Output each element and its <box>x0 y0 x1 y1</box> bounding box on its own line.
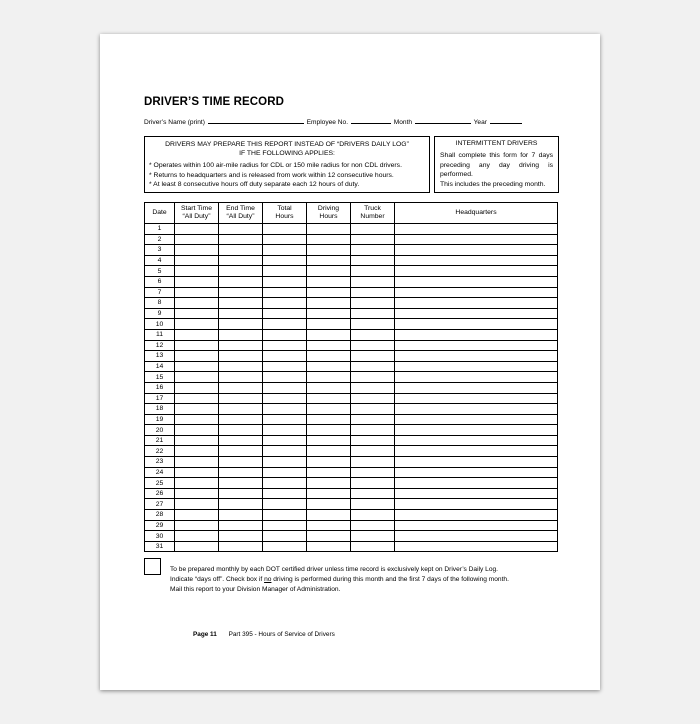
driving-hours-cell[interactable] <box>307 520 351 531</box>
end-time-cell[interactable] <box>219 457 263 468</box>
requirement-item: * Operates within 100 air-mile radius for CDL or 150 mile radius for non CDL drivers. <box>149 162 402 169</box>
total-hours-cell[interactable] <box>263 478 307 489</box>
table-row <box>145 255 558 266</box>
headquarters-cell[interactable] <box>395 329 558 340</box>
truck-number-cell[interactable] <box>351 467 395 478</box>
total-hours-cell[interactable] <box>263 224 307 235</box>
date-cell: 30 <box>145 531 175 542</box>
employee-no-field[interactable] <box>351 117 391 124</box>
start-time-cell[interactable] <box>175 245 219 256</box>
truck-number-cell[interactable] <box>351 520 395 531</box>
end-time-cell[interactable] <box>219 329 263 340</box>
start-time-cell[interactable] <box>175 276 219 287</box>
date-cell: 11 <box>145 329 175 340</box>
date-cell: 9 <box>145 308 175 319</box>
driving-hours-cell[interactable] <box>307 340 351 351</box>
total-hours-cell[interactable] <box>263 308 307 319</box>
driving-hours-cell[interactable] <box>307 234 351 245</box>
headquarters-cell[interactable] <box>395 234 558 245</box>
table-row <box>145 340 558 351</box>
date-cell: 5 <box>145 266 175 277</box>
table-row <box>145 425 558 436</box>
total-hours-cell[interactable] <box>263 404 307 415</box>
driving-hours-cell[interactable] <box>307 499 351 510</box>
truck-number-cell[interactable] <box>351 351 395 362</box>
total-hours-cell[interactable] <box>263 510 307 521</box>
start-time-cell[interactable] <box>175 499 219 510</box>
total-hours-cell[interactable] <box>263 255 307 266</box>
date-cell: 20 <box>145 425 175 436</box>
date-cell: 8 <box>145 298 175 309</box>
total-hours-cell[interactable] <box>263 287 307 298</box>
start-time-cell[interactable] <box>175 224 219 235</box>
requirements-heading <box>149 140 425 158</box>
end-time-cell[interactable] <box>219 287 263 298</box>
truck-number-cell[interactable] <box>351 510 395 521</box>
driving-hours-cell[interactable] <box>307 224 351 235</box>
date-cell: 15 <box>145 372 175 383</box>
total-hours-cell[interactable] <box>263 446 307 457</box>
driving-hours-cell[interactable] <box>307 457 351 468</box>
total-hours-cell[interactable] <box>263 234 307 245</box>
truck-number-cell[interactable] <box>351 414 395 425</box>
truck-number-cell[interactable] <box>351 425 395 436</box>
date-cell: 3 <box>145 245 175 256</box>
driving-hours-cell[interactable] <box>307 298 351 309</box>
table-row <box>145 393 558 404</box>
headquarters-cell[interactable] <box>395 266 558 277</box>
total-hours-cell[interactable] <box>263 319 307 330</box>
driving-hours-cell[interactable] <box>307 382 351 393</box>
truck-number-cell[interactable] <box>351 457 395 468</box>
page-number: Page 11 <box>193 631 217 638</box>
truck-number-cell[interactable] <box>351 372 395 383</box>
truck-number-cell[interactable] <box>351 435 395 446</box>
total-hours-cell[interactable] <box>263 382 307 393</box>
driving-hours-cell[interactable] <box>307 266 351 277</box>
headquarters-cell[interactable] <box>395 541 558 552</box>
headquarters-cell[interactable] <box>395 499 558 510</box>
truck-number-cell[interactable] <box>351 224 395 235</box>
start-time-cell[interactable] <box>175 467 219 478</box>
total-hours-cell[interactable] <box>263 457 307 468</box>
headquarters-cell[interactable] <box>395 287 558 298</box>
col-header-date: Date <box>145 203 175 224</box>
table-row <box>145 541 558 552</box>
start-time-cell[interactable] <box>175 255 219 266</box>
table-row <box>145 446 558 457</box>
drivers-name-label: Driver’s Name (print) <box>144 119 205 126</box>
truck-number-cell[interactable] <box>351 329 395 340</box>
date-cell: 1 <box>145 224 175 235</box>
truck-number-cell[interactable] <box>351 245 395 256</box>
start-time-cell[interactable] <box>175 425 219 436</box>
table-row <box>145 414 558 425</box>
start-time-cell[interactable] <box>175 351 219 362</box>
month-label: Month <box>393 119 413 126</box>
time-record-table <box>144 202 558 552</box>
requirements-box <box>144 136 430 193</box>
table-row <box>145 234 558 245</box>
table-row <box>145 266 558 277</box>
date-cell: 31 <box>145 541 175 552</box>
end-time-cell[interactable] <box>219 478 263 489</box>
headquarters-cell[interactable] <box>395 425 558 436</box>
truck-number-cell[interactable] <box>351 361 395 372</box>
no-driving-checkbox[interactable] <box>144 558 161 575</box>
table-row <box>145 478 558 489</box>
total-hours-cell[interactable] <box>263 520 307 531</box>
date-cell: 27 <box>145 499 175 510</box>
table-row <box>145 361 558 372</box>
table-row <box>145 404 558 415</box>
start-time-cell[interactable] <box>175 446 219 457</box>
total-hours-cell[interactable] <box>263 361 307 372</box>
date-cell: 19 <box>145 414 175 425</box>
truck-number-cell[interactable] <box>351 298 395 309</box>
date-cell: 21 <box>145 435 175 446</box>
table-row <box>145 510 558 521</box>
end-time-cell[interactable] <box>219 372 263 383</box>
start-time-cell[interactable] <box>175 234 219 245</box>
headquarters-cell[interactable] <box>395 245 558 256</box>
start-time-cell[interactable] <box>175 393 219 404</box>
end-time-cell[interactable] <box>219 276 263 287</box>
truck-number-cell[interactable] <box>351 393 395 404</box>
headquarters-cell[interactable] <box>395 404 558 415</box>
date-cell: 10 <box>145 319 175 330</box>
headquarters-cell[interactable] <box>395 351 558 362</box>
headquarters-cell[interactable] <box>395 393 558 404</box>
form-title: DRIVER’S TIME RECORD <box>144 96 285 108</box>
headquarters-cell[interactable] <box>395 382 558 393</box>
table-row <box>145 372 558 383</box>
end-time-cell[interactable] <box>219 319 263 330</box>
truck-number-cell[interactable] <box>351 319 395 330</box>
col-header-driving-hours: Driving Hours <box>307 203 351 224</box>
date-cell: 17 <box>145 393 175 404</box>
end-time-cell[interactable] <box>219 266 263 277</box>
truck-number-cell[interactable] <box>351 255 395 266</box>
headquarters-cell[interactable] <box>395 255 558 266</box>
headquarters-cell[interactable] <box>395 467 558 478</box>
total-hours-cell[interactable] <box>263 276 307 287</box>
date-cell: 28 <box>145 510 175 521</box>
headquarters-cell[interactable] <box>395 457 558 468</box>
total-hours-cell[interactable] <box>263 245 307 256</box>
driving-hours-cell[interactable] <box>307 435 351 446</box>
total-hours-cell[interactable] <box>263 266 307 277</box>
table-row <box>145 435 558 446</box>
driving-hours-cell[interactable] <box>307 319 351 330</box>
start-time-cell[interactable] <box>175 520 219 531</box>
start-time-cell[interactable] <box>175 510 219 521</box>
start-time-cell[interactable] <box>175 329 219 340</box>
date-cell: 22 <box>145 446 175 457</box>
end-time-cell[interactable] <box>219 351 263 362</box>
intermittent-drivers-box <box>434 136 559 193</box>
truck-number-cell[interactable] <box>351 488 395 499</box>
table-row <box>145 520 558 531</box>
truck-number-cell[interactable] <box>351 266 395 277</box>
note-line1: To be prepared monthly by each DOT certified driver unless time record is exclusively kept on Driver’s Daily Log. <box>170 566 498 573</box>
start-time-cell[interactable] <box>175 308 219 319</box>
table-row <box>145 457 558 468</box>
table-row <box>145 308 558 319</box>
driving-hours-cell[interactable] <box>307 404 351 415</box>
headquarters-cell[interactable] <box>395 224 558 235</box>
year-label: Year <box>473 119 487 126</box>
total-hours-cell[interactable] <box>263 329 307 340</box>
total-hours-cell[interactable] <box>263 425 307 436</box>
table-row <box>145 287 558 298</box>
end-time-cell[interactable] <box>219 520 263 531</box>
col-header-truck-number: Truck Number <box>351 203 395 224</box>
headquarters-cell[interactable] <box>395 531 558 542</box>
requirement-item: * At least 8 consecutive hours off duty separate each 12 hours of duty. <box>149 181 360 188</box>
headquarters-cell[interactable] <box>395 276 558 287</box>
col-header-headquarters: Headquarters <box>395 203 558 224</box>
headquarters-cell[interactable] <box>395 446 558 457</box>
table-row <box>145 531 558 542</box>
total-hours-cell[interactable] <box>263 351 307 362</box>
end-time-cell[interactable] <box>219 224 263 235</box>
date-cell: 4 <box>145 255 175 266</box>
truck-number-cell[interactable] <box>351 541 395 552</box>
month-field[interactable] <box>415 117 471 124</box>
table-header-row <box>145 203 558 224</box>
start-time-cell[interactable] <box>175 531 219 542</box>
table-row <box>145 499 558 510</box>
truck-number-cell[interactable] <box>351 499 395 510</box>
truck-number-cell[interactable] <box>351 404 395 415</box>
driving-hours-cell[interactable] <box>307 393 351 404</box>
driving-hours-cell[interactable] <box>307 425 351 436</box>
total-hours-cell[interactable] <box>263 488 307 499</box>
headquarters-cell[interactable] <box>395 308 558 319</box>
start-time-cell[interactable] <box>175 319 219 330</box>
note-line3: Mail this report to your Division Manager of Administration. <box>170 586 341 593</box>
total-hours-cell[interactable] <box>263 541 307 552</box>
headquarters-cell[interactable] <box>395 298 558 309</box>
start-time-cell[interactable] <box>175 287 219 298</box>
driving-hours-cell[interactable] <box>307 287 351 298</box>
intermittent-body <box>440 151 553 189</box>
requirements-heading-line2: IF THE FOLLOWING APPLIES: <box>239 150 335 157</box>
table-row <box>145 245 558 256</box>
driving-hours-cell[interactable] <box>307 372 351 383</box>
end-time-cell[interactable] <box>219 541 263 552</box>
truck-number-cell[interactable] <box>351 287 395 298</box>
table-row <box>145 467 558 478</box>
total-hours-cell[interactable] <box>263 414 307 425</box>
start-time-cell[interactable] <box>175 372 219 383</box>
intermittent-heading: INTERMITTENT DRIVERS <box>455 140 538 147</box>
total-hours-cell[interactable] <box>263 467 307 478</box>
intermittent-body-line2: This includes the preceding month. <box>440 180 546 188</box>
header-fields <box>144 117 523 126</box>
start-time-cell[interactable] <box>175 404 219 415</box>
driving-hours-cell[interactable] <box>307 329 351 340</box>
truck-number-cell[interactable] <box>351 276 395 287</box>
table-row <box>145 298 558 309</box>
col-header-start-time: Start Time “All Duty” <box>175 203 219 224</box>
form-page <box>100 34 600 690</box>
headquarters-cell[interactable] <box>395 372 558 383</box>
end-time-cell[interactable] <box>219 382 263 393</box>
note-line2: Indicate “days off”. Check box if no driving is performed during this month and the first 7 days of the following month. <box>170 576 509 583</box>
start-time-cell[interactable] <box>175 435 219 446</box>
total-hours-cell[interactable] <box>263 499 307 510</box>
start-time-cell[interactable] <box>175 457 219 468</box>
end-time-cell[interactable] <box>219 340 263 351</box>
end-time-cell[interactable] <box>219 467 263 478</box>
end-time-cell[interactable] <box>219 245 263 256</box>
driving-hours-cell[interactable] <box>307 446 351 457</box>
intermittent-body-line1: Shall complete this form for 7 days preceding any day driving is performed. <box>440 152 553 178</box>
headquarters-cell[interactable] <box>395 435 558 446</box>
col-header-total-hours: Total Hours <box>263 203 307 224</box>
headquarters-cell[interactable] <box>395 340 558 351</box>
driving-hours-cell[interactable] <box>307 531 351 542</box>
total-hours-cell[interactable] <box>263 298 307 309</box>
date-cell: 12 <box>145 340 175 351</box>
driving-hours-cell[interactable] <box>307 467 351 478</box>
driving-hours-cell[interactable] <box>307 245 351 256</box>
date-cell: 13 <box>145 351 175 362</box>
end-time-cell[interactable] <box>219 531 263 542</box>
end-time-cell[interactable] <box>219 488 263 499</box>
end-time-cell[interactable] <box>219 234 263 245</box>
end-time-cell[interactable] <box>219 308 263 319</box>
driving-hours-cell[interactable] <box>307 488 351 499</box>
requirements-list <box>149 161 425 190</box>
driving-hours-cell[interactable] <box>307 361 351 372</box>
end-time-cell[interactable] <box>219 414 263 425</box>
requirement-item: * Returns to headquarters and is released from work within 12 consecutive hours. <box>149 171 394 179</box>
driving-hours-cell[interactable] <box>307 276 351 287</box>
truck-number-cell[interactable] <box>351 308 395 319</box>
table-row <box>145 351 558 362</box>
end-time-cell[interactable] <box>219 435 263 446</box>
end-time-cell[interactable] <box>219 499 263 510</box>
driving-hours-cell[interactable] <box>307 414 351 425</box>
part-label: Part 395 - Hours of Service of Drivers <box>228 631 335 638</box>
table-row <box>145 329 558 340</box>
date-cell: 6 <box>145 276 175 287</box>
table-row <box>145 276 558 287</box>
table-row <box>145 382 558 393</box>
total-hours-cell[interactable] <box>263 372 307 383</box>
date-cell: 7 <box>145 287 175 298</box>
truck-number-cell[interactable] <box>351 234 395 245</box>
truck-number-cell[interactable] <box>351 446 395 457</box>
instructions-note <box>170 565 550 595</box>
date-cell: 24 <box>145 467 175 478</box>
date-cell: 26 <box>145 488 175 499</box>
driving-hours-cell[interactable] <box>307 351 351 362</box>
end-time-cell[interactable] <box>219 393 263 404</box>
requirements-heading-line1: DRIVERS MAY PREPARE THIS REPORT INSTEAD OF “DRIVERS DAILY LOG” <box>165 141 409 148</box>
headquarters-cell[interactable] <box>395 510 558 521</box>
end-time-cell[interactable] <box>219 446 263 457</box>
date-cell: 18 <box>145 404 175 415</box>
headquarters-cell[interactable] <box>395 478 558 489</box>
truck-number-cell[interactable] <box>351 531 395 542</box>
date-cell: 25 <box>145 478 175 489</box>
date-cell: 23 <box>145 457 175 468</box>
date-cell: 2 <box>145 234 175 245</box>
total-hours-cell[interactable] <box>263 435 307 446</box>
start-time-cell[interactable] <box>175 266 219 277</box>
truck-number-cell[interactable] <box>351 340 395 351</box>
date-cell: 16 <box>145 382 175 393</box>
start-time-cell[interactable] <box>175 414 219 425</box>
start-time-cell[interactable] <box>175 340 219 351</box>
start-time-cell[interactable] <box>175 488 219 499</box>
start-time-cell[interactable] <box>175 478 219 489</box>
drivers-name-field[interactable] <box>208 117 304 124</box>
date-cell: 29 <box>145 520 175 531</box>
truck-number-cell[interactable] <box>351 382 395 393</box>
start-time-cell[interactable] <box>175 361 219 372</box>
end-time-cell[interactable] <box>219 255 263 266</box>
table-row <box>145 224 558 235</box>
col-header-end-time: End Time “All Duty” <box>219 203 263 224</box>
headquarters-cell[interactable] <box>395 488 558 499</box>
driving-hours-cell[interactable] <box>307 255 351 266</box>
driving-hours-cell[interactable] <box>307 541 351 552</box>
truck-number-cell[interactable] <box>351 478 395 489</box>
headquarters-cell[interactable] <box>395 520 558 531</box>
start-time-cell[interactable] <box>175 298 219 309</box>
end-time-cell[interactable] <box>219 361 263 372</box>
end-time-cell[interactable] <box>219 425 263 436</box>
end-time-cell[interactable] <box>219 404 263 415</box>
total-hours-cell[interactable] <box>263 531 307 542</box>
driving-hours-cell[interactable] <box>307 510 351 521</box>
page-footer <box>193 631 335 638</box>
year-field[interactable] <box>490 117 522 124</box>
start-time-cell[interactable] <box>175 541 219 552</box>
employee-no-label: Employee No. <box>306 119 349 126</box>
end-time-cell[interactable] <box>219 298 263 309</box>
table-row <box>145 488 558 499</box>
headquarters-cell[interactable] <box>395 319 558 330</box>
table-row <box>145 319 558 330</box>
headquarters-cell[interactable] <box>395 414 558 425</box>
headquarters-cell[interactable] <box>395 361 558 372</box>
start-time-cell[interactable] <box>175 382 219 393</box>
driving-hours-cell[interactable] <box>307 308 351 319</box>
driving-hours-cell[interactable] <box>307 478 351 489</box>
total-hours-cell[interactable] <box>263 340 307 351</box>
end-time-cell[interactable] <box>219 510 263 521</box>
date-cell: 14 <box>145 361 175 372</box>
total-hours-cell[interactable] <box>263 393 307 404</box>
